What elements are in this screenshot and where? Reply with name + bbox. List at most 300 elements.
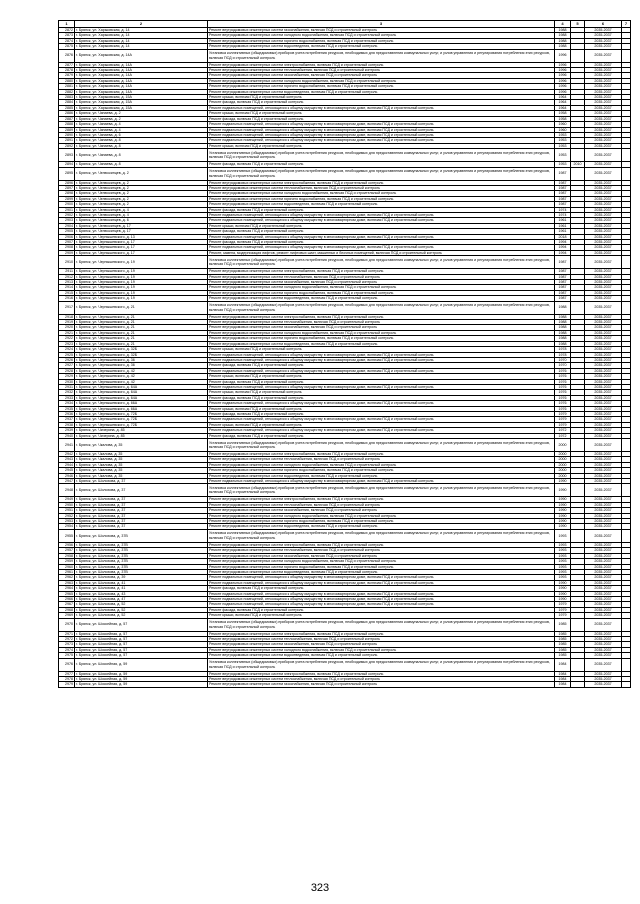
row-work-type: Ремонт, замена, модернизация лифтов, ремонт лифтовых шахт, машинных и блочных помещений, включая ПСД и строительный контроль: [208, 250, 555, 255]
row-number: 2930: [59, 379, 75, 384]
row-work-type: Установка коллективных (общедомовых) приборов учета потребления ресурсов, необходимых для предоставления коммунальных услуг, и узлов управления и регулирования потребления этих ресурсов, включая ПСД и строительный контроль: [208, 658, 555, 671]
row-address: г. Брянск, ул. Харьковская, д. 14А: [75, 78, 208, 83]
row-address: г. Брянск, ул. Чернышевского, д. 72Б: [75, 411, 208, 416]
row-year: 1976: [555, 368, 571, 373]
row-address: г. Брянск, ул. Чичерина, д. 85: [75, 428, 208, 433]
row-work-type: Ремонт внутридомовых инженерных систем водоотведения, включая ПСД и строительный контроль: [208, 89, 555, 94]
row-period: 2035-2037: [585, 95, 622, 100]
row-number: 2965: [59, 591, 75, 596]
row-number: 2874: [59, 38, 75, 43]
row-number: 2906: [59, 234, 75, 239]
row-number: 2880: [59, 78, 75, 83]
row-period: 2035-2037: [585, 647, 622, 652]
row-work-type: Ремонт внутридомовых инженерных систем теплоснабжения, включая ПСД и строительный контроль: [208, 68, 555, 73]
row-address: г. Брянск, ул. Чапаева, д. 8: [75, 162, 208, 167]
row-work-type: Ремонт подвальных помещений, относящихся к общему имуществу в многоквартирном доме, включая ПСД и строительный контроль: [208, 575, 555, 580]
row-work-type: Установка коллективных (общедомовых) приборов учета потребления ресурсов, необходимых для предоставления коммунальных услуг, и узлов управления и регулирования потребления этих ресурсов, включая ПСД и строительный контроль: [208, 49, 555, 62]
row-work-type: Ремонт подвальных помещений, относящихся к общему имуществу в многоквартирном доме, включая ПСД и строительный контроль: [208, 127, 555, 132]
row-address: г. Брянск, ул. Чернышевского, д. 42: [75, 374, 208, 379]
row-period: 2035-2037: [585, 479, 622, 484]
row-year-2: [571, 682, 585, 687]
row-period: 2035-2037: [585, 138, 622, 143]
row-address: г. Брянск, ул. Харьковская, д. 14А: [75, 68, 208, 73]
row-year: 1988: [555, 33, 571, 38]
row-number: 2887: [59, 116, 75, 121]
row-period: 2035-2037: [585, 548, 622, 553]
row-year: 1976: [555, 401, 571, 406]
row-number: 2891: [59, 138, 75, 143]
row-number: 2946: [59, 473, 75, 478]
row-year: 1990: [555, 580, 571, 585]
row-number: 2938: [59, 422, 75, 427]
row-work-type: Ремонт подвальных помещений, относящихся к общему имуществу в многоквартирном доме, включая ПСД и строительный контроль: [208, 384, 555, 389]
row-work-type: Ремонт внутридомовых инженерных систем холодного водоснабжения, включая ПСД и строительный контроль: [208, 559, 555, 564]
row-work-type: Ремонт внутридомовых инженерных систем водоотведения, включая ПСД и строительный контроль: [208, 296, 555, 301]
row-number: 2966: [59, 596, 75, 601]
row-address: г. Брянск, ул. Шолохова, д. 47: [75, 596, 208, 601]
row-year: 1979: [555, 613, 571, 618]
row-work-type: Ремонт крыши, включая ПСД и строительный контроль: [208, 374, 555, 379]
row-address: г. Брянск, ул. Шолохова, д. 37В: [75, 569, 208, 574]
row-year: 1990: [555, 513, 571, 518]
row-period: 2035-2037: [585, 212, 622, 217]
row-year-2: [571, 439, 585, 452]
row-address: г. Брянск, ул. Чернышевского, д. 36: [75, 363, 208, 368]
row-work-type: Ремонт внутридомовых инженерных систем холодного водоснабжения, включая ПСД и строительный контроль: [208, 330, 555, 335]
row-address: г. Брянск, ул. Чернышевского, д. 19: [75, 280, 208, 285]
row-period: 2035-2037: [585, 320, 622, 325]
row-address: г. Брянск, ул. Чернышевского, д. 21: [75, 325, 208, 330]
row-year: 1961: [555, 218, 571, 223]
row-col-7: [622, 484, 631, 497]
row-period: 2035-2037: [585, 602, 622, 607]
row-number: 2951: [59, 508, 75, 513]
row-number: 2893: [59, 149, 75, 162]
row-work-type: Ремонт внутридомовых инженерных систем холодного водоснабжения, включая ПСД и строительный контроль: [208, 647, 555, 652]
row-year: 1979: [555, 422, 571, 427]
row-period: 2035-2037: [585, 105, 622, 110]
row-address: г. Брянск, ул. Шолохова, д. 37В: [75, 529, 208, 542]
header-col-3: 3: [208, 21, 555, 28]
row-period: 2035-2037: [585, 132, 622, 137]
row-address: г. Брянск, ул. Чапаева, д. 8: [75, 149, 208, 162]
row-period: 2035-2037: [585, 596, 622, 601]
row-year: 1953: [555, 149, 571, 162]
row-period: 2035-2037: [585, 44, 622, 49]
row-work-type: Ремонт подвальных помещений, относящихся к общему имуществу в многоквартирном доме, включая ПСД и строительный контроль: [208, 245, 555, 250]
row-work-type: Ремонт внутридомовых инженерных систем теплоснабжения, включая ПСД и строительный контроль: [208, 636, 555, 641]
row-period: 2035-2037: [585, 127, 622, 132]
row-work-type: Ремонт внутридомовых инженерных систем горячего водоснабжения, включая ПСД и строительный контроль: [208, 38, 555, 43]
row-period: 2035-2037: [585, 363, 622, 368]
row-year: 1987: [555, 269, 571, 274]
row-work-type: Установка коллективных (общедомовых) приборов учета потребления ресурсов, необходимых для предоставления коммунальных услуг, и узлов управления и регулирования потребления этих ресурсов, включая ПСД и строительный контроль: [208, 167, 555, 180]
repair-schedule-table: [58, 20, 631, 688]
row-year: 1972: [555, 433, 571, 438]
row-work-type: Ремонт подвальных помещений, относящихся к общему имуществу в многоквартирном доме, включая ПСД и строительный контроль: [208, 122, 555, 127]
row-work-type: Ремонт подвальных помещений, относящихся к общему имуществу в многоквартирном доме, включая ПСД и строительный контроль: [208, 479, 555, 484]
row-number: 2929: [59, 374, 75, 379]
row-work-type: Ремонт внутридомовых инженерных систем газоснабжения, включая ПСД и строительный контроль: [208, 553, 555, 558]
row-address: г. Брянск, ул. Чернышевского, д. 42: [75, 379, 208, 384]
row-address: г. Брянск, ул. Чернышевского, д. 42: [75, 368, 208, 373]
row-number: 2901: [59, 207, 75, 212]
header-row: [59, 21, 631, 28]
row-year-2: [571, 618, 585, 631]
row-period: 2035-2037: [585, 642, 622, 647]
row-address: г. Брянск, ул. Чкалова, д. 35: [75, 473, 208, 478]
row-period: 2035-2037: [585, 180, 622, 185]
row-year: 1985: [555, 642, 571, 647]
row-work-type: Ремонт подвальных помещений, относящихся к общему имуществу в многоквартирном доме, включая ПСД и строительный контроль: [208, 212, 555, 217]
row-year: 1987: [555, 191, 571, 196]
row-year: 1984: [555, 682, 571, 687]
table-row: [59, 618, 631, 631]
table-row: [59, 301, 631, 314]
row-number: 2970: [59, 618, 75, 631]
row-work-type: Ремонт фасада, включая ПСД и строительный контроль: [208, 607, 555, 612]
row-year: 1990: [555, 591, 571, 596]
row-period: 2035-2037: [585, 613, 622, 618]
row-period: 2035-2037: [585, 89, 622, 94]
row-work-type: Ремонт подвальных помещений, относящихся к общему имуществу в многоквартирном доме, включая ПСД и строительный контроль: [208, 357, 555, 362]
row-year: 1976: [555, 395, 571, 400]
row-number: 2919: [59, 320, 75, 325]
row-period: 2035-2037: [585, 422, 622, 427]
row-col-7: [622, 618, 631, 631]
row-number: 2948: [59, 484, 75, 497]
table-row: [59, 49, 631, 62]
row-year: 1990: [555, 479, 571, 484]
row-address: г. Брянск, ул. Шолохова, д. 41: [75, 586, 208, 591]
row-work-type: Ремонт внутридомовых инженерных систем газоснабжения, включая ПСД и строительный контроль: [208, 508, 555, 513]
row-number: 2979: [59, 682, 75, 687]
row-number: 2873: [59, 33, 75, 38]
row-period: 2035-2037: [585, 73, 622, 78]
row-work-type: Ремонт подвальных помещений, относящихся к общему имуществу в многоквартирном доме, включая ПСД и строительный контроль: [208, 234, 555, 239]
row-period: 2035-2037: [585, 143, 622, 148]
row-work-type: Ремонт внутридомовых инженерных систем электроснабжения, включая ПСД и строительный контроль: [208, 631, 555, 636]
row-year: 1961: [555, 229, 571, 234]
row-work-type: Ремонт внутридомовых инженерных систем водоотведения, включая ПСД и строительный контроль: [208, 473, 555, 478]
row-address: г. Брянск, ул. Харьковская, д. 14А: [75, 62, 208, 67]
row-year: 1993: [555, 564, 571, 569]
row-number: 2872: [59, 28, 75, 33]
row-number: 2964: [59, 586, 75, 591]
row-year: 1953: [555, 143, 571, 148]
row-number: 2927: [59, 363, 75, 368]
row-work-type: Ремонт внутридомовых инженерных систем горячего водоснабжения, включая ПСД и строительный контроль: [208, 468, 555, 473]
row-period: 2035-2037: [585, 285, 622, 290]
row-year: 1988: [555, 301, 571, 314]
row-period: 2035-2037: [585, 417, 622, 422]
row-address: г. Брянск, ул. Харьковская, д. 14: [75, 44, 208, 49]
row-work-type: Ремонт внутридомовых инженерных систем холодного водоснабжения, включая ПСД и строительный контроль: [208, 513, 555, 518]
row-col-7: [622, 49, 631, 62]
row-number: 2974: [59, 647, 75, 652]
row-number: 2921: [59, 330, 75, 335]
row-number: 2911: [59, 269, 75, 274]
row-number: 2978: [59, 677, 75, 682]
row-year: 1976: [555, 390, 571, 395]
row-period: 2035-2037: [585, 185, 622, 190]
row-number: 2925: [59, 352, 75, 357]
row-address: г. Брянск, ул. Харьковская, д. 14А: [75, 89, 208, 94]
table-row: [59, 658, 631, 671]
row-number: 2881: [59, 84, 75, 89]
row-year: 1984: [555, 677, 571, 682]
row-address: г. Брянск, ул. Харьковская, д. 14А: [75, 84, 208, 89]
row-address: г. Брянск, ул. Харьковская, д. 14А: [75, 49, 208, 62]
row-work-type: Ремонт внутридомовых инженерных систем теплоснабжения, включая ПСД и строительный контроль: [208, 185, 555, 190]
row-year-2: [571, 658, 585, 671]
row-period: 2035-2037: [585, 240, 622, 245]
row-address: г. Брянск, ул. Шолохова, д. 37: [75, 497, 208, 502]
row-year: 1987: [555, 185, 571, 190]
row-col-7: [622, 167, 631, 180]
row-period: 2035-2037: [585, 586, 622, 591]
row-work-type: Ремонт внутридомовых инженерных систем холодного водоснабжения, включая ПСД и строительный контроль: [208, 191, 555, 196]
row-work-type: Ремонт подвальных помещений, относящихся к общему имуществу в многоквартирном доме, включая ПСД и строительный контроль: [208, 428, 555, 433]
row-address: г. Брянск, ул. Чернышевского, д. 21: [75, 341, 208, 346]
row-number: 2936: [59, 411, 75, 416]
row-year-2: [571, 49, 585, 62]
row-period: 2035-2037: [585, 618, 622, 631]
row-number: 2975: [59, 653, 75, 658]
row-year: 1987: [555, 167, 571, 180]
row-period: 2035-2037: [585, 78, 622, 83]
row-year: 1979: [555, 602, 571, 607]
row-col-7: [622, 529, 631, 542]
row-period: 2035-2037: [585, 682, 622, 687]
row-address: г. Брянск, ул. Челюскинцев, д. 2: [75, 167, 208, 180]
row-period: 2035-2037: [585, 607, 622, 612]
row-period: 2035-2037: [585, 519, 622, 524]
row-year: 1987: [555, 202, 571, 207]
row-number: 2953: [59, 519, 75, 524]
row-year: 1993: [555, 542, 571, 547]
row-year: 1976: [555, 379, 571, 384]
row-address: г. Брянск, ул. Чкалова, д. 35: [75, 468, 208, 473]
row-period: 2035-2037: [585, 374, 622, 379]
row-period: 2035-2037: [585, 49, 622, 62]
row-address: г. Брянск, ул. Чернышевского, д. 72Б: [75, 422, 208, 427]
row-number: 2923: [59, 341, 75, 346]
row-year-2: [571, 301, 585, 314]
row-work-type: Ремонт фасада, включая ПСД и строительный контроль: [208, 240, 555, 245]
row-address: г. Брянск, ул. Шолохова, д. 37В: [75, 548, 208, 553]
row-work-type: Ремонт внутридомовых инженерных систем газоснабжения, включая ПСД и строительный контроль: [208, 28, 555, 33]
row-address: г. Брянск, ул. Шоссейная, д. 59: [75, 671, 208, 676]
row-period: 2035-2037: [585, 274, 622, 279]
row-work-type: Ремонт крыши, включая ПСД и строительный контроль: [208, 347, 555, 352]
row-work-type: Ремонт внутридомовых инженерных систем теплоснабжения, включая ПСД и строительный контроль: [208, 677, 555, 682]
row-number: 2890: [59, 132, 75, 137]
row-number: 2950: [59, 502, 75, 507]
row-number: 2898: [59, 191, 75, 196]
row-year: 1987: [555, 296, 571, 301]
row-work-type: Ремонт фасада, включая ПСД и строительный контроль: [208, 433, 555, 438]
row-address: г. Брянск, ул. Харьковская, д. 14: [75, 38, 208, 43]
row-work-type: Ремонт внутридомовых инженерных систем газоснабжения, включая ПСД и строительный контроль: [208, 280, 555, 285]
row-number: 2952: [59, 513, 75, 518]
row-year: 2000: [555, 457, 571, 462]
table-row: [59, 529, 631, 542]
row-year: 1953: [555, 138, 571, 143]
row-period: 2035-2037: [585, 502, 622, 507]
row-work-type: Ремонт подвальных помещений, относящихся к общему имуществу в многоквартирном доме, включая ПСД и строительный контроль: [208, 602, 555, 607]
row-number: 2917: [59, 301, 75, 314]
row-address: г. Брянск, ул. Шолохова, д. 39: [75, 575, 208, 580]
row-period: 2035-2037: [585, 296, 622, 301]
row-address: г. Брянск, ул. Чернышевского, д. 13: [75, 234, 208, 239]
row-number: 2941: [59, 439, 75, 452]
row-year: 1988: [555, 325, 571, 330]
row-period: 2035-2037: [585, 229, 622, 234]
row-period: 2035-2037: [585, 658, 622, 671]
table-row: [59, 256, 631, 269]
row-address: г. Брянск, ул. Чернышевского, д. 19: [75, 290, 208, 295]
row-period: 2035-2037: [585, 553, 622, 558]
row-year: 1993: [555, 548, 571, 553]
row-address: г. Брянск, ул. Шоссейная, д. 59: [75, 682, 208, 687]
row-work-type: Ремонт подвальных помещений, относящихся к общему имуществу в многоквартирном доме, включая ПСД и строительный контроль: [208, 580, 555, 585]
row-address: г. Брянск, ул. Чернышевского, д. 36: [75, 357, 208, 362]
row-period: 2035-2037: [585, 191, 622, 196]
row-year: 1987: [555, 256, 571, 269]
row-year: 1994: [555, 245, 571, 250]
row-number: 2875: [59, 44, 75, 49]
row-address: г. Брянск, ул. Челюскинцев, д. 17: [75, 229, 208, 234]
row-number: 2963: [59, 580, 75, 585]
row-number: 2924: [59, 347, 75, 352]
row-work-type: Ремонт внутридомовых инженерных систем водоотведения, включая ПСД и строительный контроль: [208, 341, 555, 346]
row-period: 2035-2037: [585, 290, 622, 295]
row-period: 2035-2037: [585, 564, 622, 569]
row-year: 1987: [555, 180, 571, 185]
row-year: 1970: [555, 363, 571, 368]
row-year: 1990: [555, 508, 571, 513]
row-year: 1970: [555, 357, 571, 362]
row-address: г. Брянск, ул. Чапаева, д. 8: [75, 138, 208, 143]
row-address: г. Брянск, ул. Чернышевского, д. 66А: [75, 406, 208, 411]
row-address: г. Брянск, ул. Чернышевского, д. 21: [75, 314, 208, 319]
row-period: 2035-2037: [585, 569, 622, 574]
row-number: 2928: [59, 368, 75, 373]
row-period: 2035-2037: [585, 428, 622, 433]
row-number: 2932: [59, 390, 75, 395]
row-address: г. Брянск, ул. Чернышевского, д. 66А: [75, 401, 208, 406]
row-period: 2035-2037: [585, 301, 622, 314]
row-address: г. Брянск, ул. Челюскинцев, д. 2: [75, 202, 208, 207]
row-work-type: Ремонт подвальных помещений, относящихся к общему имуществу в многоквартирном доме, включая ПСД и строительный контроль: [208, 401, 555, 406]
row-year: 1988: [555, 44, 571, 49]
row-year: 1996: [555, 62, 571, 67]
row-period: 2035-2037: [585, 357, 622, 362]
row-year: 1988: [555, 38, 571, 43]
row-col-7: [622, 149, 631, 162]
row-number: 2957: [59, 548, 75, 553]
row-year: 1953: [555, 132, 571, 137]
row-period: 2035-2037: [585, 62, 622, 67]
row-period: 2035-2037: [585, 33, 622, 38]
table-row: [59, 439, 631, 452]
row-number: 2876: [59, 49, 75, 62]
row-number: 2888: [59, 122, 75, 127]
row-work-type: Ремонт внутридомовых инженерных систем электроснабжения, включая ПСД и строительный контроль: [208, 269, 555, 274]
row-period: 2035-2037: [585, 330, 622, 335]
row-work-type: Ремонт подвальных помещений, относящихся к общему имуществу в многоквартирном доме, включая ПСД и строительный контроль: [208, 352, 555, 357]
row-year: 2000: [555, 439, 571, 452]
row-work-type: Ремонт фасада, включая ПСД и строительный контроль: [208, 100, 555, 105]
row-period: 2035-2037: [585, 269, 622, 274]
row-period: 2035-2037: [585, 433, 622, 438]
row-address: г. Брянск, ул. Чернышевского, д. 17: [75, 240, 208, 245]
row-number: 2877: [59, 62, 75, 67]
row-year: 1990: [555, 596, 571, 601]
row-year: 1972: [555, 428, 571, 433]
row-year: 1990: [555, 484, 571, 497]
row-work-type: Установка коллективных (общедомовых) приборов учета потребления ресурсов, необходимых для предоставления коммунальных услуг, и узлов управления и регулирования потребления этих ресурсов, включая ПСД и строительный контроль: [208, 484, 555, 497]
row-address: г. Брянск, ул. Челюскинцев, д. 2: [75, 185, 208, 190]
row-work-type: Ремонт крыши, включая ПСД и строительный контроль: [208, 95, 555, 100]
row-work-type: Ремонт внутридомовых инженерных систем газоснабжения, включая ПСД и строительный контроль: [208, 73, 555, 78]
row-period: 2035-2037: [585, 401, 622, 406]
row-year: 1978: [555, 352, 571, 357]
row-year: 1988: [555, 336, 571, 341]
row-number: 2934: [59, 401, 75, 406]
row-col-7: [622, 658, 631, 671]
row-year: 1994: [555, 240, 571, 245]
row-period: 2035-2037: [585, 524, 622, 529]
row-period: 2035-2037: [585, 497, 622, 502]
row-year: 1964: [555, 95, 571, 100]
row-work-type: Ремонт внутридомовых инженерных систем холодного водоснабжения, включая ПСД и строительный контроль: [208, 462, 555, 467]
row-number: 2926: [59, 357, 75, 362]
row-work-type: Установка коллективных (общедомовых) приборов учета потребления ресурсов, необходимых для предоставления коммунальных услуг, и узлов управления и регулирования потребления этих ресурсов, включая ПСД и строительный контроль: [208, 256, 555, 269]
row-number: 2907: [59, 240, 75, 245]
row-year: 1979: [555, 411, 571, 416]
row-work-type: Ремонт внутридомовых инженерных систем горячего водоснабжения, включая ПСД и строительный контроль: [208, 290, 555, 295]
row-number: 2959: [59, 559, 75, 564]
row-work-type: Установка коллективных (общедомовых) приборов учета потребления ресурсов, необходимых для предоставления коммунальных услуг, и узлов управления и регулирования потребления этих ресурсов, включая ПСД и строительный контроль: [208, 301, 555, 314]
row-year: 1994: [555, 250, 571, 255]
row-period: 2035-2037: [585, 325, 622, 330]
row-work-type: Ремонт внутридомовых инженерных систем теплоснабжения, включая ПСД и строительный контроль: [208, 548, 555, 553]
row-year: 1958: [555, 111, 571, 116]
row-work-type: Ремонт подвальных помещений, относящихся к общему имуществу в многоквартирном доме, включая ПСД и строительный контроль: [208, 105, 555, 110]
row-work-type: Установка коллективных (общедомовых) приборов учета потребления ресурсов, необходимых для предоставления коммунальных услуг, и узлов управления и регулирования потребления этих ресурсов, включая ПСД и строительный контроль: [208, 149, 555, 162]
row-address: г. Брянск, ул. Шолохова, д. 37: [75, 524, 208, 529]
row-work-type: Ремонт внутридомовых инженерных систем газоснабжения, включая ПСД и строительный контроль: [208, 682, 555, 687]
row-address: г. Брянск, ул. Шолохова, д. 52: [75, 607, 208, 612]
row-address: г. Брянск, ул. Харьковская, д. 15А: [75, 95, 208, 100]
row-period: 2035-2037: [585, 457, 622, 462]
row-year: 1964: [555, 100, 571, 105]
row-period: 2035-2037: [585, 84, 622, 89]
row-number: 2976: [59, 658, 75, 671]
row-work-type: Ремонт внутридомовых инженерных систем горячего водоснабжения, включая ПСД и строительный контроль: [208, 564, 555, 569]
row-period: 2035-2037: [585, 207, 622, 212]
row-number: 2972: [59, 636, 75, 641]
row-address: г. Брянск, ул. Челюскинцев, д. 4: [75, 212, 208, 217]
row-year: 1974: [555, 212, 571, 217]
row-year-2: [571, 256, 585, 269]
row-address: г. Брянск, ул. Шолохова, д. 41: [75, 580, 208, 585]
row-period: 2035-2037: [585, 245, 622, 250]
row-work-type: Ремонт подвальных помещений, относящихся к общему имуществу в многоквартирном доме, включая ПСД и строительный контроль: [208, 138, 555, 143]
row-address: г. Брянск, ул. Харьковская, д. 14: [75, 28, 208, 33]
